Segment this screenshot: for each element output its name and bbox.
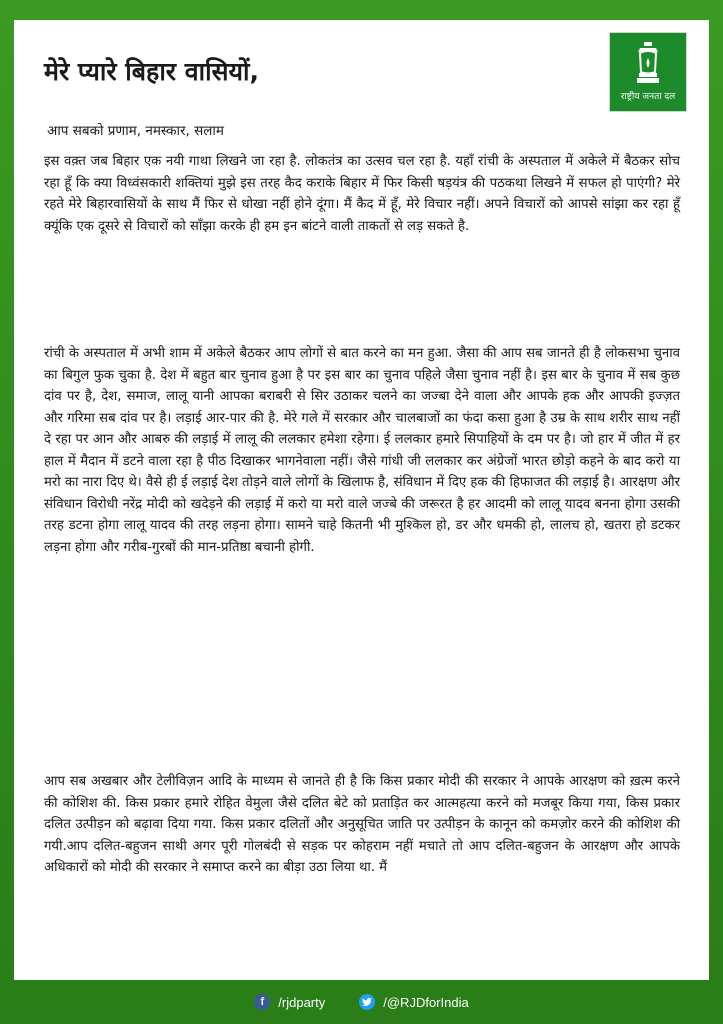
social-footer [0, 980, 723, 1024]
facebook-link[interactable] [254, 994, 325, 1010]
letter-heading: मेरे प्यारे बिहार वासियों, [44, 57, 259, 86]
letter-page [14, 20, 709, 980]
facebook-icon: f [254, 994, 270, 1010]
paragraph-1: इस वक़्त जब बिहार एक नयी गाथा लिखने जा रहा है. लोकतंत्र का उत्सव चल रहा है. यहाँ रांची के अस्पताल में अकेले में बैठकर सोच रहा हूँ कि क्या विध्वंसकारी शक्तियां मुझे इस तरह कैद कराके बिहार में फिर किसी षड़यंत्र की पठकथा लिखने में सफल हो पाएंगी? मेरे रहते मेरे बिहारवासियों के साथ मैं फिर से धोखा नहीं होने दूंगा। मैं कैद में हूँ, मेरे विचार नहीं। अपने विचारों को आपसे सांझा कर रहा हूँ क्यूंकि एक दूसरे से विचारों को साँझा करके ही हम इन बांटने वाली ताकतों से लड़ सकते है. [44, 154, 680, 234]
letter-greeting: आप सबको प्रणाम, नमस्कार, सलाम [47, 123, 224, 139]
lantern-icon [631, 41, 665, 85]
rjd-logo [609, 32, 687, 112]
facebook-handle: /rjdparty [278, 994, 326, 1010]
paragraph-2: रांची के अस्पताल में अभी शाम में अकेले बैठकर आप लोगों से बात करने का मन हुआ. जैसा की आप सब जानते ही है लोकसभा चुनाव का बिगुल फुक चुका है. देश में बहुत बार चुनाव हुआ है पर इस बार का चुनाव पहिले जैसा चुनाव नहीं है। इस बार के चुनाव में सब कुछ दांव पर है, देश, समाज, लालू यानी आपका बराबरी से सिर उठाकर चलने का जज्बा देने वाला और आपके हक और आपकी इज्ज़त और गरिमा सब दांव पर है। लड़ाई आर-पार की है. मेरे गले में सरकार और चालबाजों का फंदा कसा हुआ है उम्र के साथ शरीर साथ नहीं दे रहा पर आन और आबरु की लड़ाई में लालू की ललकार हमेशा रहेगा। ई ललकार हमारे सिपाहियों के दम पर है। जो हार में जीत में हर हाल में मैदान में डटने वाला रहा है पीठ दिखाकर भागनेवाला नहीं। जैसे गांधी जी ललकार कर अंग्रेजों भारत छोड़ो कहने के बाद करो या मरो का नारा दिए थे। वैसे ही ई लड़ाई देश तोड़ने वाले लोगों के खिलाफ है, संविधान में दिए हक की हिफाजत की लड़ाई है। आरक्षण और संविधान विरोधी नरेंद्र मोदी को खदेड़ने की लड़ाई में करो या मरो वाले जज्बे की जरूरत है हर आदमी को लालू यादव बनना होगा उसकी तरह डटना होगा लालू यादव की तरह लड़ना होगा। सामने चाहे कितनी भी मुश्किल हो, डर और धमकी हो, लालच हो, खतरा हो डटकर लड़ना होगा और गरीब-गुरबों की मान-प्रतिष्ठा बचानी होगी. [44, 346, 680, 555]
twitter-handle: /@RJDforIndia [383, 994, 469, 1010]
paragraph-3: आप सब अखबार और टेलीविज़न आदि के माध्यम से जानते ही है कि किस प्रकार मोदी की सरकार ने आपके आरक्षण को ख़त्म करने की कोशिश की. किस प्रकार हमारे रोहित वेमुला जैसे दलित बेटे को प्रताड़ित कर आत्महत्या करने को मजबूर किया गया, किस प्रकार दलित उत्पीड़न को बढ़ावा दिया गया. किस प्रकार दलितों और अनुसूचित जाति पर उत्पीड़न के कानून को कमज़ोर करने की कोशिश की गयी.आप दलित-बहुजन साथी अगर पूरी गोलबंदी से सड़क पर कोहराम नहीं मचाते तो आप दलित-बहुजन के आरक्षण और आपके अधिकारों को मोदी की सरकार ने समाप्त करने का बीड़ा उठा लिया था. मैं [44, 774, 680, 875]
logo-text: राष्ट्रीय जनता दल [620, 92, 676, 102]
twitter-icon [359, 994, 375, 1010]
twitter-link[interactable] [359, 994, 468, 1010]
